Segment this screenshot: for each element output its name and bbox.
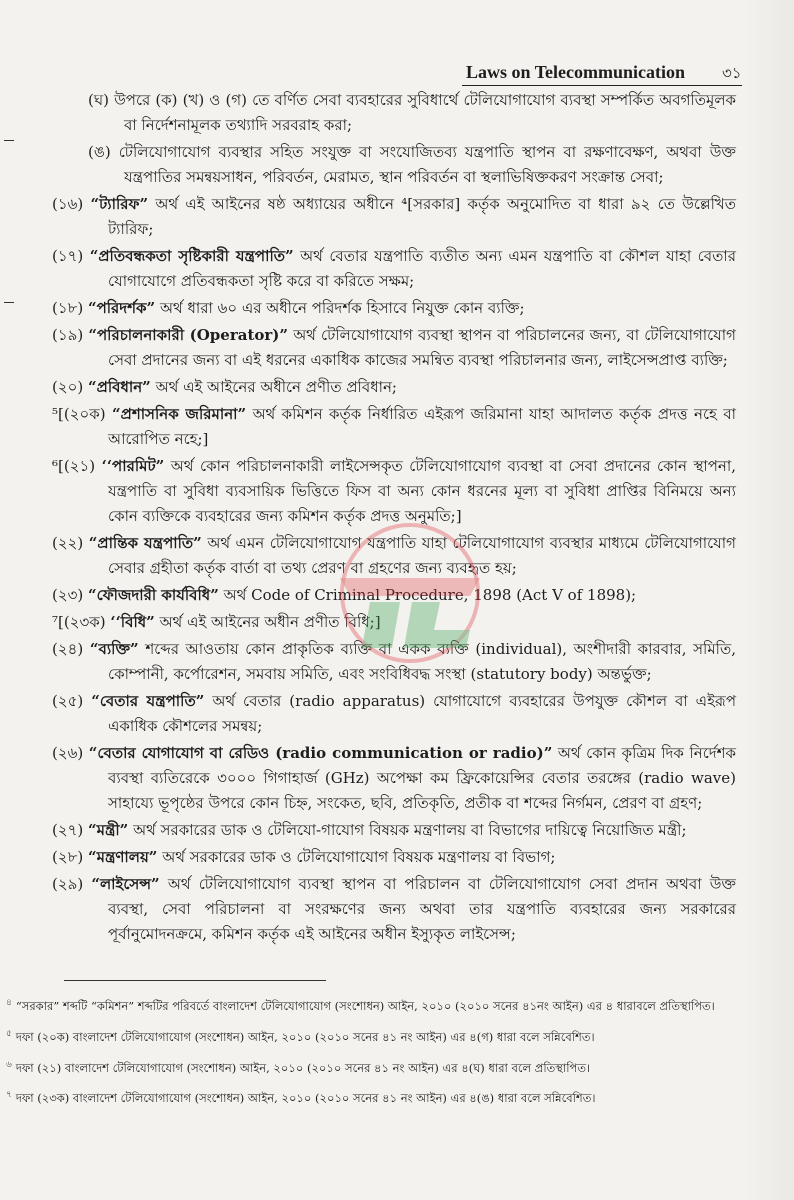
- definition-text: শব্দের আওতায় কোন প্রাকৃতিক ব্যক্তি বা একক ব্যক্তি (individual), অংশীদারী কারবার, সমিতি, কোম্পানী, কর্পোরেশন, সমবায় সমিতি, এবং সংবিধিবদ্ধ সংস্থা (statutory body) অন্তর্ভুক্ত;: [108, 640, 736, 683]
- footnote-marker: ৭: [6, 1090, 12, 1101]
- definition-text: অর্থ টেলিযোগাযোগ ব্যবস্থা স্থাপন বা পরিচালনের জন্য, বা টেলিযোগাযোগ সেবা প্রদানের জন্য বা এই ধরনের একাধিক কাজের সমন্বিত ব্যবস্থা পরিচালনার জন্য, লাইসেন্সপ্রাপ্ত ব্যক্তি;: [108, 326, 736, 369]
- definition-text: অর্থ কোন পরিচালনাকারী লাইসেন্সকৃত টেলিযোগাযোগ ব্যবস্থা বা সেবা প্রদানের কোন স্থাপনা, যন্ত্রপাতি বা সুবিধা ব্যবসায়িক ভিত্তিতে ফিস বা অন্য কোন ধরনের মূল্য বা সুবিধা প্রাপ্তির বিনিময়ে অন্য কোন ব্যক্তিকে ব্যবহারের জন্য কমিশন কর্তৃক প্রদত্ত অনুমতি;]: [108, 457, 736, 525]
- footnote-divider: [64, 980, 326, 981]
- footnote: [6, 992, 742, 1017]
- margin-dash: [4, 140, 14, 141]
- definition-item: [48, 296, 736, 321]
- definition-item: [48, 741, 736, 816]
- definition-item: [48, 818, 736, 843]
- definition-number: (২৩): [52, 586, 84, 604]
- definition-text: অর্থ কোন কৃত্রিম দিক নির্দেশক ব্যবস্থা ব্যতিরেকে ৩০০০ গিগাহার্জ (GHz) অপেক্ষা কম ফ্রিকোয়েন্সির বেতার তরঙ্গের (radio wave) সাহায্যে ভূপৃষ্ঠের উপরে কোন চিহ্ন, সংকেত, ছবি, প্রতিকৃতি, প্রতীক বা শব্দের নির্গমন, প্রেরণ বা গ্রহণ;: [108, 744, 736, 812]
- definition-number: (২৬): [52, 744, 84, 762]
- definition-text: অর্থ বেতার যন্ত্রপাতি ব্যতীত অন্য এমন যন্ত্রপাতি বা কৌশল যাহা বেতার যোগাযোগে প্রতিবন্ধকতা সৃষ্টি করে বা করিতে সক্ষম;: [108, 247, 736, 290]
- definition-text: অর্থ Code of Criminal Procedure, 1898 (Act V of 1898);: [223, 586, 637, 604]
- definition-item: [48, 323, 736, 373]
- definition-text: অর্থ ধারা ৬০ এর অধীনে পরিদর্শক হিসাবে নিযুক্ত কোন ব্যক্তি;: [159, 299, 525, 317]
- definition-item: [48, 583, 736, 608]
- defined-term: “মন্ত্রী”: [88, 821, 129, 839]
- definition-number: (১৬): [52, 195, 84, 213]
- definition-text: (ঙ) টেলিযোগাযোগ ব্যবস্থার সহিত সংযুক্ত বা সংযোজিতব্য যন্ত্রপাতি স্থাপন বা রক্ষণাবেক্ষণ, অথবা উক্ত যন্ত্রপাতির সমন্বয়সাধন, পরিবর্তন, মেরামত, স্থান পরিবর্তন বা স্থলাভিষিক্তকরণ সংক্রান্ত সেবা;: [88, 143, 736, 186]
- defined-term: “ফৌজদারী কার্যবিধি”: [88, 586, 219, 604]
- footnote: [6, 1023, 742, 1048]
- defined-term: “ব্যক্তি”: [89, 640, 139, 658]
- defined-term: “লাইসেন্স”: [91, 875, 160, 893]
- defined-term: “প্রবিধান”: [88, 378, 151, 396]
- footnotes: [6, 992, 742, 1115]
- defined-term: “বেতার যোগাযোগ বা রেডিও (radio communication or radio)”: [88, 744, 553, 762]
- definition-number: (২৫): [52, 692, 84, 710]
- definition-item: [48, 454, 736, 529]
- definition-number: (২৮): [52, 848, 84, 866]
- definition-item: [48, 872, 736, 947]
- definition-text: অর্থ কমিশন কর্তৃক নির্ধারিত এইরূপ জরিমানা যাহা আদালত কর্তৃক প্রদত্ত নহে বা আরোপিত নহে;]: [108, 405, 736, 448]
- definition-number: ⁷[(২৩ক): [52, 613, 106, 631]
- footnote-marker: ৪: [6, 998, 12, 1008]
- definition-item: [48, 637, 736, 687]
- definition-item: [48, 192, 736, 242]
- definition-text: অর্থ এই আইনের ষষ্ঠ অধ্যায়ের অধীনে ⁴[সরকার] কর্তৃক অনুমোদিত বা ধারা ৯২ তে উল্লেখিত ট্যারিফ;: [108, 195, 736, 238]
- definition-item: [48, 402, 736, 452]
- defined-term: “বেতার যন্ত্রপাতি”: [91, 692, 205, 710]
- definition-item: [48, 244, 736, 294]
- margin-dash: [4, 302, 14, 303]
- page-edge-shadow: [742, 0, 794, 1200]
- footnote-text: দফা (২১) বাংলাদেশ টেলিযোগাযোগ (সংশোধন) আইন, ২০১০ (২০১০ সনের ৪১ নং আইন) এর ৪(ঘ) ধারা বলে প্রতিস্থাপিত।: [15, 1060, 591, 1075]
- footnote-marker: ৫: [6, 1028, 12, 1039]
- definition-text: অর্থ এমন টেলিযোগাযোগ যন্ত্রপাতি যাহা টেলিযোগাযোগ ব্যবস্থার মাধ্যমে টেলিযোগাযোগ সেবার গ্রহীতা কর্তৃক বার্তা বা তথ্য প্রেরণ বা গ্রহণের জন্য ব্যবহৃত হয়;: [108, 534, 736, 577]
- definition-item: [48, 610, 736, 635]
- running-title: Laws on Telecommunication: [466, 62, 686, 82]
- definition-number: (১৭): [52, 247, 84, 265]
- definition-number: (১৮): [52, 299, 84, 317]
- definition-number: (২২): [52, 534, 84, 552]
- definitions-body: [48, 88, 736, 949]
- footnote-text: “সরকার” শব্দটি “কমিশন” শব্দটির পরিবর্তে বাংলাদেশ টেলিযোগাযোগ (সংশোধন) আইন, ২০১০ (২০১০ সনের ৪১নং আইন) এর ৪ ধারাবলে প্রতিস্থাপিত।: [15, 998, 715, 1013]
- footnote: [6, 1054, 742, 1079]
- defined-term: ‘‘পারমিট”: [101, 457, 165, 475]
- clause-item: [48, 88, 736, 138]
- header-rule: [462, 85, 742, 86]
- definition-item: [48, 531, 736, 581]
- definition-text: অর্থ সরকারের ডাক ও টেলিযোগাযোগ বিষয়ক মন্ত্রণালয় বা বিভাগ;: [162, 848, 556, 866]
- defined-term: “প্রশাসনিক জরিমানা”: [112, 405, 247, 423]
- definition-text: অর্থ সরকারের ডাক ও টেলিযো-গাযোগ বিষয়ক মন্ত্রণালয় বা বিভাগের দায়িত্বে নিয়োজিত মন্ত্রী;: [133, 821, 687, 839]
- footnote: [6, 1084, 742, 1109]
- footnote-text: দফা (২৩ক) বাংলাদেশ টেলিযোগাযোগ (সংশোধন) আইন, ২০১০ (২০১০ সনের ৪১ নং আইন) এর ৪(ঙ) ধারা বলে সন্নিবেশিত।: [15, 1091, 596, 1106]
- definition-item: [48, 375, 736, 400]
- definition-item: [48, 689, 736, 739]
- defined-term: ‘‘বিধি”: [110, 613, 155, 631]
- definition-text: অর্থ বেতার (radio apparatus) যোগাযোগে ব্যবহারের উপযুক্ত কৌশল বা এইরূপ একাধিক কৌশলের সমন্বয়;: [108, 692, 736, 735]
- defined-term: “মন্ত্রণালয়”: [87, 848, 158, 866]
- definition-number: (২০): [52, 378, 84, 396]
- defined-term: “প্রতিবন্ধকতা সৃষ্টিকারী যন্ত্রপাতি”: [89, 247, 294, 265]
- page-number: ৩১: [722, 64, 742, 82]
- definition-number: ⁶[(২১): [52, 457, 96, 475]
- definition-text: অর্থ এই আইনের অধীনে প্রণীত প্রবিধান;: [155, 378, 397, 396]
- defined-term: “পরিদর্শক”: [87, 299, 156, 317]
- defined-term: “পরিচালনাকারী (Operator)”: [88, 326, 289, 344]
- clause-item: [48, 140, 736, 190]
- definition-text: (ঘ) উপরে (ক) (খ) ও (গ) তে বর্ণিত সেবা ব্যবহারের সুবিধার্থে টেলিযোগাযোগ ব্যবস্থা সম্পর্কিত অবগতিমূলক বা নির্দেশনামূলক তথ্যাদি সরবরাহ করা;: [88, 91, 736, 134]
- defined-term: “ট্যারিফ”: [90, 195, 149, 213]
- footnote-text: দফা (২০ক) বাংলাদেশ টেলিযোগাযোগ (সংশোধন) আইন, ২০১০ (২০১০ সনের ৪১ নং আইন) এর ৪(গ) ধারা বলে সন্নিবেশিত।: [15, 1029, 595, 1044]
- definition-text: অর্থ টেলিযোগাযোগ ব্যবস্থা স্থাপন বা পরিচালন বা টেলিযোগাযোগ সেবা প্রদান অথবা উক্ত ব্যবস্থা, সেবা পরিচালনা বা সংরক্ষণের জন্য অথবা তার যন্ত্রপাতি ব্যবহারের জন্য সরকারের পূর্বানুমোদনক্রমে, কমিশন কর্তৃক এই আইনের অধীন ইস্যুকৃত লাইসেন্স;: [108, 875, 736, 943]
- page-header: [0, 58, 794, 88]
- defined-term: “প্রান্তিক যন্ত্রপাতি”: [88, 534, 202, 552]
- definition-number: (২৭): [52, 821, 84, 839]
- definition-number: (২৯): [52, 875, 84, 893]
- definition-number: ⁵[(২০ক): [52, 405, 106, 423]
- definition-text: অর্থ এই আইনের অধীন প্রণীত বিধি;]: [159, 613, 381, 631]
- footnote-marker: ৬: [6, 1059, 12, 1070]
- definition-number: (২৪): [52, 640, 84, 658]
- definition-number: (১৯): [52, 326, 84, 344]
- definition-item: [48, 845, 736, 870]
